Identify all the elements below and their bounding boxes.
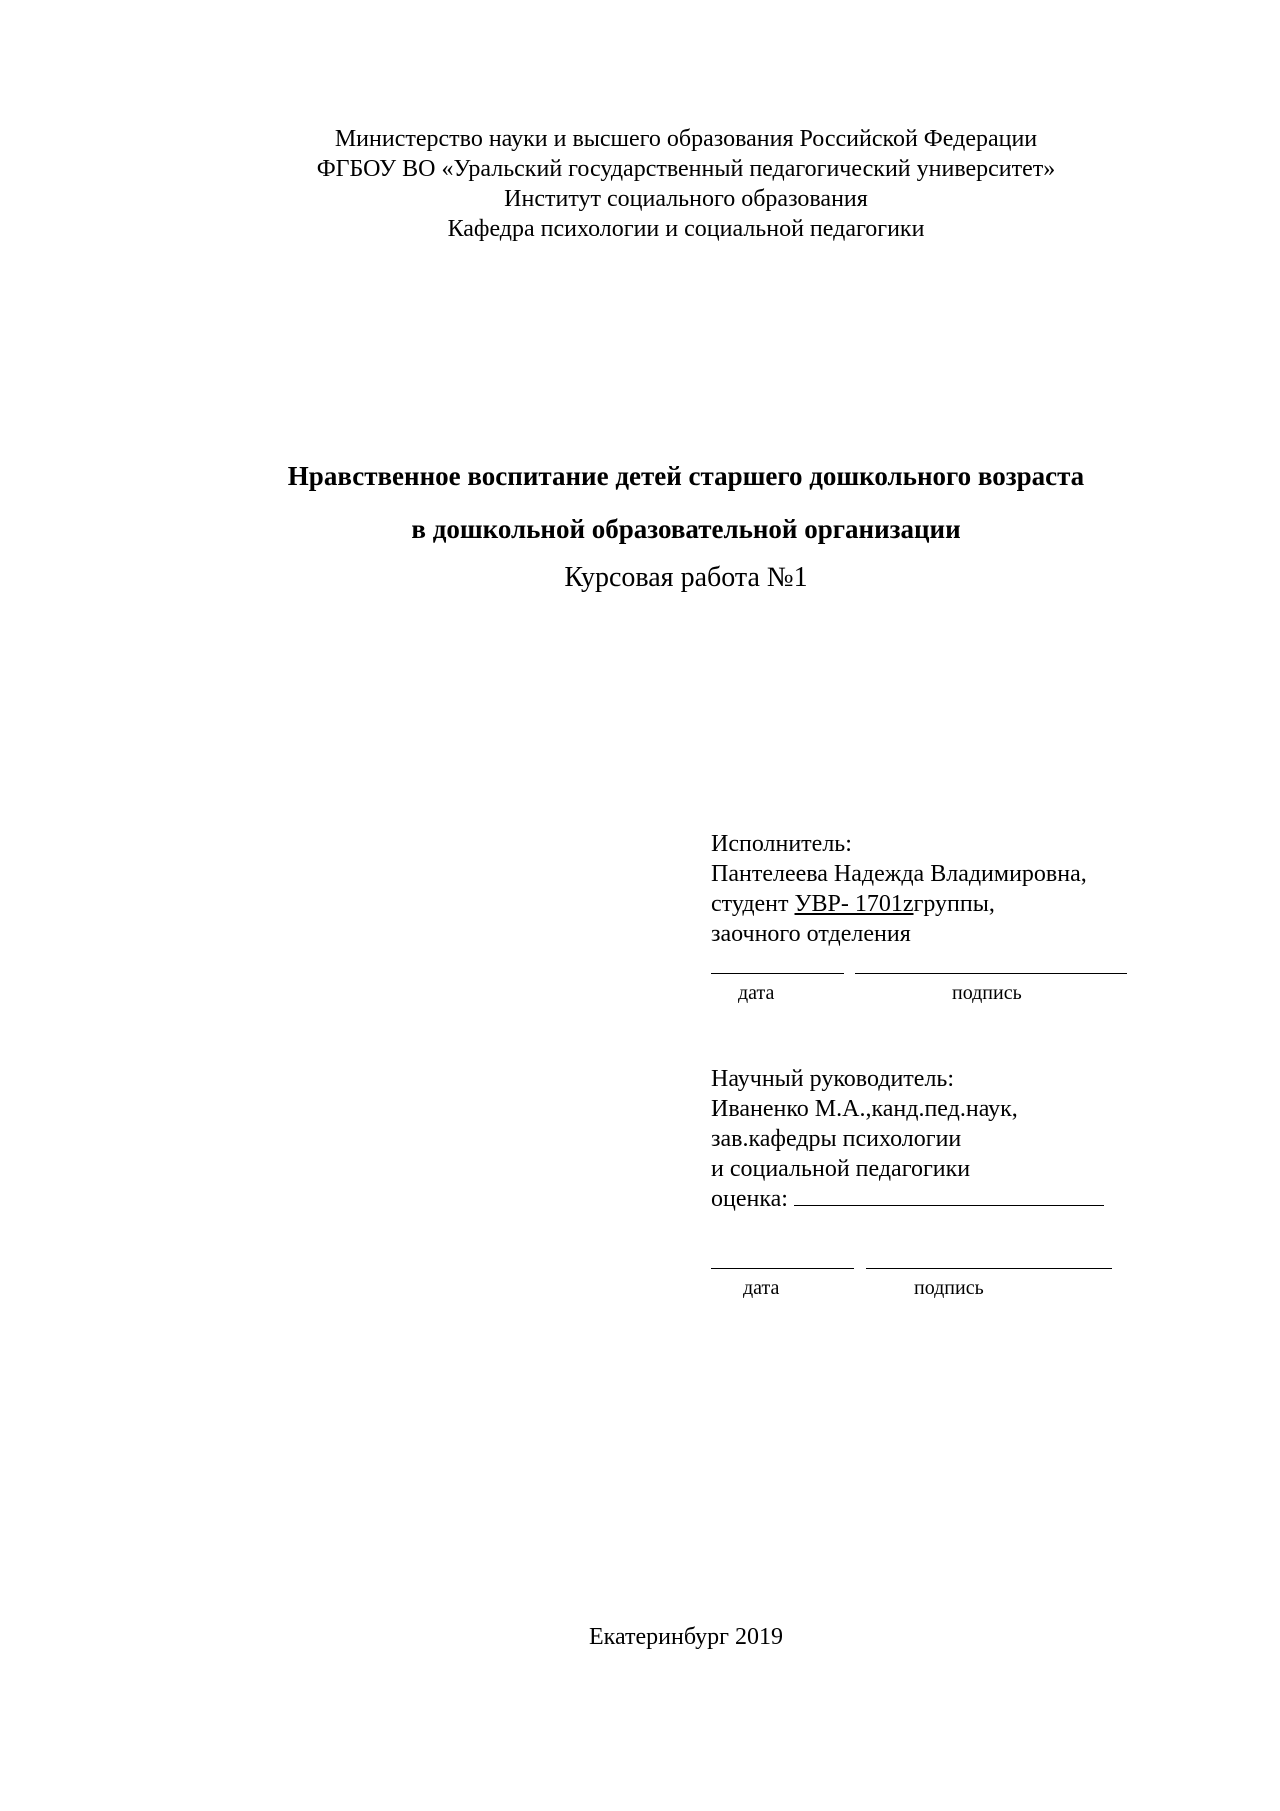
grade-label: оценка:: [711, 1186, 788, 1212]
executor-department: заочного отделения: [711, 921, 911, 947]
executor-signature-row: [711, 949, 1087, 1004]
supervisor-signature-caption: подпись: [914, 1277, 984, 1299]
supervisor-name: Иваненко М.А.,канд.пед.наук,: [711, 1096, 1018, 1122]
institute-line: Институт социального образования: [504, 186, 868, 212]
group-suffix: группы,: [913, 891, 995, 917]
executor-signature-caption: подпись: [952, 982, 1022, 1004]
title-block: [0, 450, 1280, 600]
spacer: [711, 1214, 1104, 1244]
work-type: Курсовая работа №1: [564, 562, 808, 593]
supervisor-date-caption: дата: [743, 1277, 780, 1299]
supervisor-block: [711, 1064, 1104, 1299]
department-line: Кафедра психологии и социальной педагогики: [447, 216, 925, 242]
supervisor-position-2: и социальной педагогики: [711, 1156, 971, 1182]
city-year: Екатеринбург 2019: [589, 1624, 783, 1650]
executor-block: [711, 829, 1087, 1004]
student-prefix: студент: [711, 891, 795, 917]
institution-header: [0, 124, 1280, 244]
supervisor-signature-row: [711, 1244, 1104, 1299]
executor-name: Пантелеева Надежда Владимировна,: [711, 861, 1087, 887]
grade-row: [711, 1184, 1104, 1214]
executor-date-caption: дата: [738, 982, 775, 1004]
supervisor-position-1: зав.кафедры психологии: [711, 1126, 962, 1152]
executor-label: Исполнитель:: [711, 831, 852, 857]
title-line-1: Нравственное воспитание детей старшего дошкольного возраста: [287, 461, 1085, 491]
executor-group-line: [711, 889, 1087, 919]
supervisor-label: Научный руководитель:: [711, 1066, 955, 1092]
executor-signature-line: [855, 973, 1127, 974]
supervisor-signature-line: [866, 1268, 1112, 1269]
university-line: ФГБОУ ВО «Уральский государственный педагогический университет»: [316, 156, 1056, 182]
grade-line: [794, 1185, 1104, 1206]
executor-date-line: [711, 973, 844, 974]
ministry-line: Министерство науки и высшего образования Российской Федерации: [334, 126, 1038, 152]
title-line-2: в дошкольной образовательной организации: [411, 514, 961, 544]
supervisor-date-line: [711, 1268, 854, 1269]
group-number: УВР- 1701z: [794, 891, 914, 917]
